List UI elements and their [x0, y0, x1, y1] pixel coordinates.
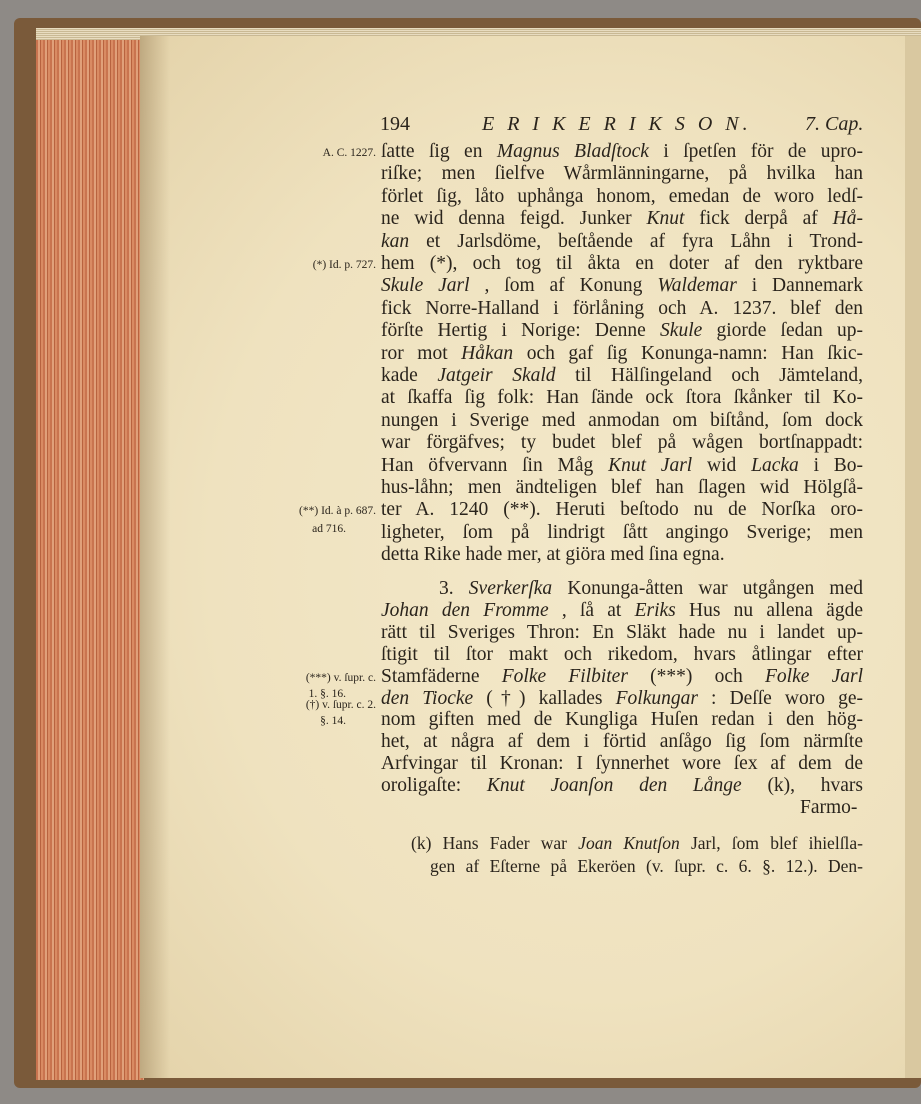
text-segment: (†) kallades	[486, 687, 616, 709]
text-line	[381, 186, 863, 209]
text-segment: gen af Eſterne på Ekeröen (v. ſupr. c. 6. §. 12.). Den-	[430, 856, 863, 876]
italic-name: Skule Jarl	[381, 275, 470, 297]
page-fore-edge	[36, 40, 144, 1080]
text-segment: Farmo-	[800, 797, 858, 818]
text-line	[381, 208, 863, 231]
text-line	[381, 775, 863, 798]
text-line	[381, 477, 863, 500]
italic-name: Jatgeir Skald	[437, 365, 556, 386]
page-number: 194	[380, 113, 410, 135]
text-segment: Han öfvervann ſin Måg	[381, 454, 609, 476]
text-segment: förſte Hertig i Norige: Denne	[381, 320, 661, 342]
text-segment: och gaf ſig Konunga-namn: Han ſkic-	[526, 342, 863, 364]
margin-note: ad 716.	[312, 523, 346, 536]
text-line	[381, 455, 863, 478]
text-segment: oroligaſte:	[381, 775, 487, 797]
text-line	[430, 856, 863, 879]
text-segment: ter A. 1240 (**). Heruti beſtodo nu de Norſka oro-	[381, 499, 863, 521]
italic-name: Eriks	[634, 599, 676, 621]
text-segment: , ſå at	[561, 599, 635, 621]
margin-note: (**) Id. à p. 687.	[299, 505, 376, 518]
italic-name: Waldemar	[657, 275, 737, 297]
text-line	[381, 253, 863, 276]
text-line	[381, 343, 863, 366]
text-line	[381, 600, 863, 623]
italic-name: Folke Filbiter	[501, 665, 628, 687]
text-segment: til Hälſingeland och Jämteland,	[575, 365, 863, 386]
text-segment: ror mot	[381, 342, 462, 364]
margin-note: A. C. 1227.	[322, 147, 376, 159]
text-segment: : Deſſe woro ge-	[711, 687, 863, 709]
text-line	[411, 833, 863, 856]
italic-name: Folkungar	[615, 687, 698, 709]
text-segment: 3.	[439, 578, 469, 599]
italic-name: Folke Jarl	[764, 665, 863, 687]
text-segment: ſtigit til ſtor makt och rikedom, hvars åtlingar efter	[381, 643, 863, 665]
text-line	[381, 731, 863, 754]
text-segment: , ſom af Konung	[484, 275, 658, 297]
text-segment: et Jarlsdöme, beſtående af fyra Låhn i Trond-	[426, 230, 863, 252]
page-gutter-shadow	[140, 36, 170, 1078]
text-line	[381, 387, 863, 410]
text-line	[439, 578, 863, 601]
text-segment: rätt til Sveriges Thron: En Släkt hade nu i landet up-	[381, 621, 863, 643]
text-segment: fick derpå af	[699, 208, 833, 230]
text-line	[381, 410, 863, 433]
italic-name: kan	[381, 230, 410, 252]
text-segment: war förgäfves; ty budet blef på wågen bortſnappadt:	[381, 432, 863, 454]
margin-note: 1. §. 16.	[308, 688, 346, 701]
text-segment: at ſkaffa ſig folk: Han ſände ock ſtora ſkånker til Ko-	[381, 387, 863, 409]
text-line	[381, 709, 863, 732]
text-line	[381, 522, 863, 545]
italic-name: Joan Knutſon	[578, 833, 680, 853]
text-segment: i Dannemark	[751, 275, 863, 297]
text-segment: förlet ſig, låto uphånga honom, emedan de woro ledſ-	[381, 185, 863, 207]
text-line	[381, 275, 863, 298]
text-segment: ne wid denna feigd. Junker	[381, 208, 647, 230]
text-segment: nom giften med de Kungliga Huſen redan i den hög-	[381, 709, 863, 731]
text-line	[381, 163, 863, 186]
text-segment: Arfvingar til Kronan: I ſynnerhet wore ſex af dem de	[381, 753, 863, 775]
text-segment: Stamfäderne	[381, 665, 502, 687]
text-line	[381, 365, 863, 388]
italic-name: Skule	[660, 320, 703, 342]
text-line	[800, 797, 857, 819]
text-line	[381, 688, 863, 711]
text-segment: hus-låhn; men ändteligen blef han ſlagen wid Hölgſå-	[381, 477, 863, 498]
text-line	[381, 499, 863, 522]
text-segment: (***) och	[650, 665, 765, 687]
text-line	[381, 432, 863, 455]
italic-name: Johan den Fromme	[381, 599, 549, 621]
text-segment: ſatte ſig en	[381, 141, 497, 162]
italic-name: Hå-	[832, 208, 863, 230]
margin-note: (*) Id. p. 727.	[312, 259, 376, 271]
text-segment: detta Rike hade mer, at giöra med ſina egna.	[381, 544, 725, 566]
text-segment: fick Norre-Halland i förlåning och A. 1237. blef den	[381, 297, 863, 319]
text-line	[381, 298, 863, 321]
italic-name: den Tiocke	[381, 687, 474, 709]
text-segment: het, at några af dem i förtid anſågo ſig ſom närmſte	[381, 731, 863, 753]
text-segment: Hus nu allena ägde	[689, 599, 863, 621]
facing-page-edge	[905, 36, 921, 1078]
margin-note: (***) v. ſupr. c.	[305, 671, 376, 684]
italic-name: Håkan	[461, 342, 514, 364]
text-segment: i ſpetſen för de upro-	[663, 141, 863, 162]
text-line	[381, 753, 863, 776]
text-line	[381, 544, 725, 566]
text-segment: (k) Hans Fader war	[411, 833, 579, 853]
text-line	[381, 622, 863, 645]
text-segment: giorde ſedan up-	[716, 320, 863, 342]
text-line	[381, 666, 863, 689]
italic-name: Knut	[646, 208, 685, 230]
text-segment: kade	[381, 365, 438, 386]
text-line	[381, 231, 863, 254]
margin-note: (†) v. ſupr. c. 2.	[305, 698, 376, 711]
text-segment: nungen i Sverige med anmodan om biſtånd, ſom dock	[381, 409, 863, 431]
text-segment: Konunga-åtten war utgången med	[567, 578, 863, 599]
text-line	[381, 644, 863, 667]
chapter-label: 7. Cap.	[805, 113, 864, 135]
margin-note: §. 14.	[320, 715, 346, 728]
text-segment: ligheter, ſom på lindrigt ſått angingo Sverige; men	[381, 521, 863, 543]
text-segment: wid	[707, 454, 752, 476]
italic-name: Sverkerſka	[468, 578, 553, 599]
italic-name: Knut Jarl	[608, 454, 693, 476]
italic-name: Knut Joanſon den Långe	[486, 775, 742, 797]
italic-name: Magnus Bladſtock	[496, 141, 649, 162]
running-title: E R I K E R I K S O N.	[482, 113, 752, 135]
text-segment: riſke; men ſielfve Wårmlänningarne, på hvilka han	[381, 163, 863, 185]
text-segment: Jarl, ſom blef ihielſla-	[690, 833, 863, 853]
text-segment: hem (*), och tog til åkta en doter af den ryktbare	[381, 253, 863, 274]
text-segment: (k), hvars	[767, 775, 863, 797]
text-segment: i Bo-	[813, 454, 863, 476]
text-line	[381, 141, 863, 164]
italic-name: Lacka	[751, 454, 799, 476]
text-line	[381, 320, 863, 343]
